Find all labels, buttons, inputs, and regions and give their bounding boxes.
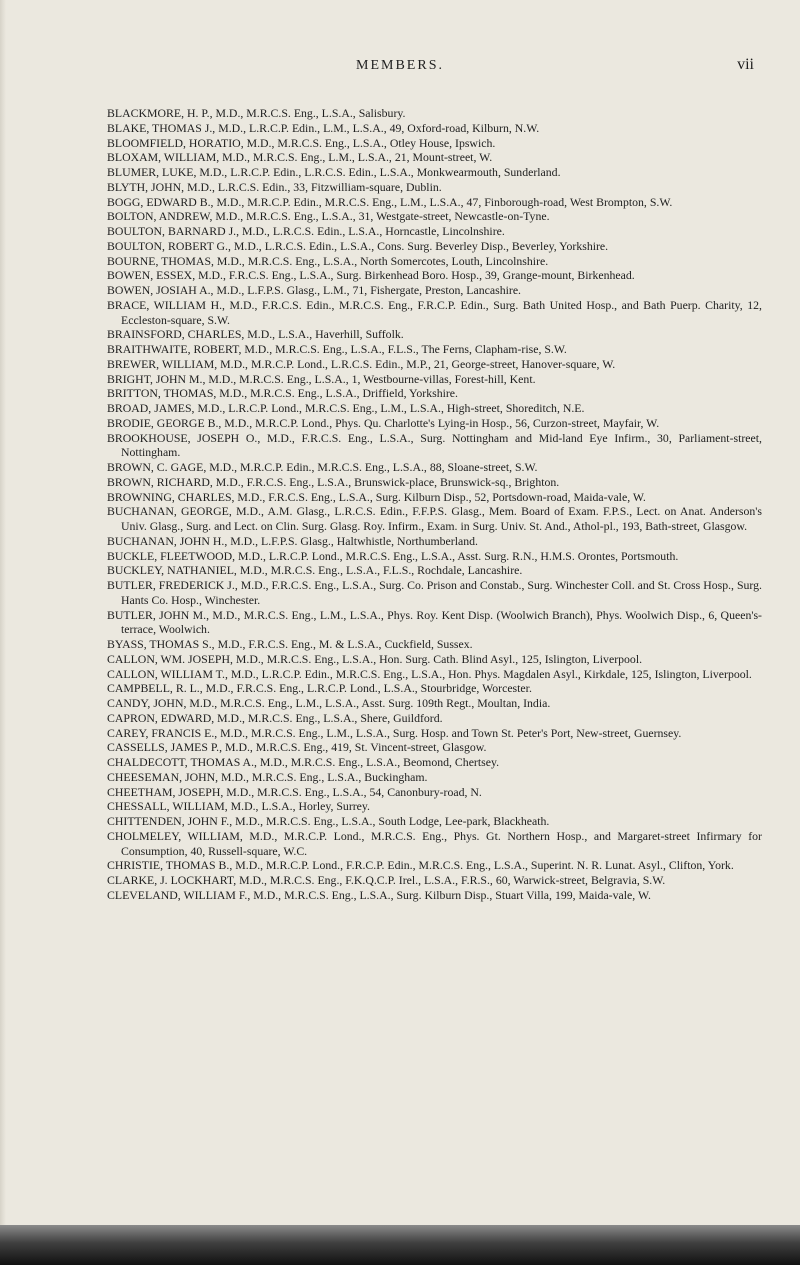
member-entry: BYASS, THOMAS S., M.D., F.R.C.S. Eng., M. & L.S.A., Cuckfield, Sussex. <box>107 637 473 651</box>
member-entry: CHEESEMAN, JOHN, M.D., M.R.C.S. Eng., L.S.A., Buckingham. <box>107 769 428 784</box>
member-entry: BOGG, EDWARD B., M.D., M.R.C.P. Edin., M.R.C.S. Eng., L.M., L.S.A., 47, Finborough-road, West Brompton, S.W. <box>107 194 673 209</box>
member-entry: BLOOMFIELD, HORATIO, M.D., M.R.C.S. Eng., L.S.A., Otley House, Ipswich. <box>107 135 496 150</box>
page-header: MEMBERS. <box>356 58 444 73</box>
member-entry: BROOKHOUSE, JOSEPH O., M.D., F.R.C.S. Eng., L.S.A., Surg. Nottingham and Mid-land Eye Infirm., 30, Parliament-street, Nottingham. <box>107 430 762 460</box>
member-entry: CLEVELAND, WILLIAM F., M.D., M.R.C.S. Eng., L.S.A., Surg. Kilburn Disp., Stuart Villa, 199, Maida-vale, W. <box>107 887 651 902</box>
member-entry: CLARKE, J. LOCKHART, M.D., M.R.C.S. Eng., F.K.Q.C.P. Irel., L.S.A., F.R.S., 60, Warwick-street, Belgravia, S.W. <box>107 873 666 887</box>
member-entry: CAPRON, EDWARD, M.D., M.R.C.S. Eng., L.S.A., Shere, Guildford. <box>107 710 443 725</box>
member-entry: BROAD, JAMES, M.D., L.R.C.P. Lond., M.R.C.S. Eng., L.M., L.S.A., High-street, Shoreditch, N.E. <box>107 401 585 415</box>
member-entry: CHITTENDEN, JOHN F., M.D., M.R.C.S. Eng., L.S.A., South Lodge, Lee-park, Blackheath. <box>107 814 550 828</box>
member-entry: CAREY, FRANCIS E., M.D., M.R.C.S. Eng., L.M., L.S.A., Surg. Hosp. and Town St. Peter's Port, New-street, Guernsey. <box>107 725 682 740</box>
member-entry: BLOXAM, WILLIAM, M.D., M.R.C.S. Eng., L.M., L.S.A., 21, Mount-street, W. <box>107 150 493 165</box>
page-edge-shadow <box>0 0 6 1265</box>
member-entry: BOULTON, BARNARD J., M.D., L.R.C.S. Edin., L.S.A., Horncastle, Lincolnshire. <box>107 224 505 238</box>
member-entry: BLACKMORE, H. P., M.D., M.R.C.S. Eng., L.S.A., Salisbury. <box>107 106 406 120</box>
member-entry: BOURNE, THOMAS, M.D., M.R.C.S. Eng., L.S.A., North Somercotes, Louth, Lincolnshire. <box>107 253 549 268</box>
scan-bottom-edge <box>0 1225 800 1265</box>
member-entry: BUTLER, JOHN M., M.D., M.R.C.S. Eng., L.M., L.S.A., Phys. Roy. Kent Disp. (Woolwich Branch), Phys. Woolwich Disp., 6, Queen's-terrace, Woolwich. <box>107 607 762 637</box>
member-entry: BUTLER, FREDERICK J., M.D., F.R.C.S. Eng., L.S.A., Surg. Co. Prison and Constab., Surg. Winchester Coll. and St. Cross Hosp., Surg. Hants Co. Hosp., Winchester. <box>107 578 762 607</box>
member-entry: BROWN, C. GAGE, M.D., M.R.C.P. Edin., M.R.C.S. Eng., L.S.A., 88, Sloane-street, S.W. <box>107 460 538 474</box>
member-entry: BROWN, RICHARD, M.D., F.R.C.S. Eng., L.S.A., Brunswick-place, Brunswick-sq., Brighton. <box>107 474 560 489</box>
member-entry: BOWEN, JOSIAH A., M.D., L.F.P.S. Glasg., L.M., 71, Fishergate, Preston, Lancashire. <box>107 283 522 297</box>
member-entry: BUCKLE, FLEETWOOD, M.D., L.R.C.P. Lond., M.R.C.S. Eng., L.S.A., Asst. Surg. R.N., H.M.S. Orontes, Portsmouth. <box>107 548 679 563</box>
member-entry: BRACE, WILLIAM H., M.D., F.R.C.S. Edin., M.R.C.S. Eng., F.R.C.P. Edin., Surg. Bath United Hosp., and Bath Puerp. Charity, 12, Eccleston-square, S.W. <box>107 297 762 327</box>
member-entry: BOWEN, ESSEX, M.D., F.R.C.S. Eng., L.S.A., Surg. Birkenhead Boro. Hosp., 39, Grange-mount, Birkenhead. <box>107 268 635 283</box>
member-entry: CASSELLS, JAMES P., M.D., M.R.C.S. Eng., 419, St. Vincent-street, Glasgow. <box>107 740 487 755</box>
member-entry: BREWER, WILLIAM, M.D., M.R.C.P. Lond., L.R.C.S. Edin., M.P., 21, George-street, Hanover-square, W. <box>107 356 616 371</box>
member-list <box>107 106 762 903</box>
member-entry: BOULTON, ROBERT G., M.D., L.R.C.S. Edin., L.S.A., Cons. Surg. Beverley Disp., Beverley, Yorkshire. <box>107 238 609 253</box>
member-entry: CHESSALL, WILLIAM, M.D., L.S.A., Horley, Surrey. <box>107 799 371 814</box>
member-entry: CHRISTIE, THOMAS B., M.D., M.R.C.P. Lond., F.R.C.P. Edin., M.R.C.S. Eng., L.S.A., Superint. N. R. Lunat. Asyl., Clifton, York. <box>107 858 734 873</box>
member-entry: CAMPBELL, R. L., M.D., F.R.C.S. Eng., L.R.C.P. Lond., L.S.A., Stourbridge, Worcester. <box>107 681 532 696</box>
member-entry: BRIGHT, JOHN M., M.D., M.R.C.S. Eng., L.S.A., 1, Westbourne-villas, Forest-hill, Kent. <box>107 371 536 386</box>
member-entry: BOLTON, ANDREW, M.D., M.R.C.S. Eng., L.S.A., 31, Westgate-street, Newcastle-on-Tyne. <box>107 209 550 224</box>
member-entry: CHALDECOTT, THOMAS A., M.D., M.R.C.S. Eng., L.S.A., Beomond, Chertsey. <box>107 755 500 769</box>
member-entry: CALLON, WILLIAM T., M.D., L.R.C.P. Edin., M.R.C.S. Eng., L.S.A., Hon. Phys. Magdalen Asyl., Kirkdale, 125, Islington, Liverpool. <box>107 666 752 681</box>
member-entry: BRITTON, THOMAS, M.D., M.R.C.S. Eng., L.S.A., Driffield, Yorkshire. <box>107 386 458 401</box>
member-entry: BLYTH, JOHN, M.D., L.R.C.S. Edin., 33, Fitzwilliam-square, Dublin. <box>107 179 442 194</box>
member-entry: BUCHANAN, GEORGE, M.D., A.M. Glasg., L.R.C.S. Edin., F.F.P.S. Glasg., Mem. Board of Exam. F.P.S., Lect. on Anat. Anderson's Univ. Glasg., Surg. and Lect. on Clin. Surg. Glasg. Roy. Infirm., Exam. in Surg. Univ. St. And., Athol-pl., 193, Bath-street, Glasgow. <box>107 504 762 533</box>
member-entry: CHEETHAM, JOSEPH, M.D., M.R.C.S. Eng., L.S.A., 54, Canonbury-road, N. <box>107 784 482 799</box>
member-entry: BRODIE, GEORGE B., M.D., M.R.C.P. Lond., Phys. Qu. Charlotte's Lying-in Hosp., 56, Curzon-street, Mayfair, W. <box>107 415 660 430</box>
member-entry: CALLON, WM. JOSEPH, M.D., M.R.C.S. Eng., L.S.A., Hon. Surg. Cath. Blind Asyl., 125, Islington, Liverpool. <box>107 651 643 666</box>
member-entry: BRAINSFORD, CHARLES, M.D., L.S.A., Haverhill, Suffolk. <box>107 327 404 342</box>
member-entry: BROWNING, CHARLES, M.D., F.R.C.S. Eng., L.S.A., Surg. Kilburn Disp., 52, Portsdown-road, Maida-vale, W. <box>107 489 646 504</box>
member-entry: BLUMER, LUKE, M.D., L.R.C.P. Edin., L.R.C.S. Edin., L.S.A., Monkwearmouth, Sunderland. <box>107 165 561 179</box>
member-entry: CANDY, JOHN, M.D., M.R.C.S. Eng., L.M., L.S.A., Asst. Surg. 109th Regt., Moultan, India. <box>107 696 551 710</box>
member-entry: BRAITHWAITE, ROBERT, M.D., M.R.C.S. Eng., L.S.A., F.L.S., The Ferns, Clapham-rise, S.W. <box>107 342 567 356</box>
member-entry: BUCHANAN, JOHN H., M.D., L.F.P.S. Glasg., Haltwhistle, Northumberland. <box>107 533 478 548</box>
member-entry: BLAKE, THOMAS J., M.D., L.R.C.P. Edin., L.M., L.S.A., 49, Oxford-road, Kilburn, N.W. <box>107 120 540 135</box>
member-entry: CHOLMELEY, WILLIAM, M.D., M.R.C.P. Lond., M.R.C.S. Eng., Phys. Gt. Northern Hosp., and Margaret-street Infirmary for Consumption, 40, Russell-square, W.C. <box>107 828 762 858</box>
page-number: vii <box>737 56 754 73</box>
member-entry: BUCKLEY, NATHANIEL, M.D., M.R.C.S. Eng., L.S.A., F.L.S., Rochdale, Lancashire. <box>107 563 523 578</box>
